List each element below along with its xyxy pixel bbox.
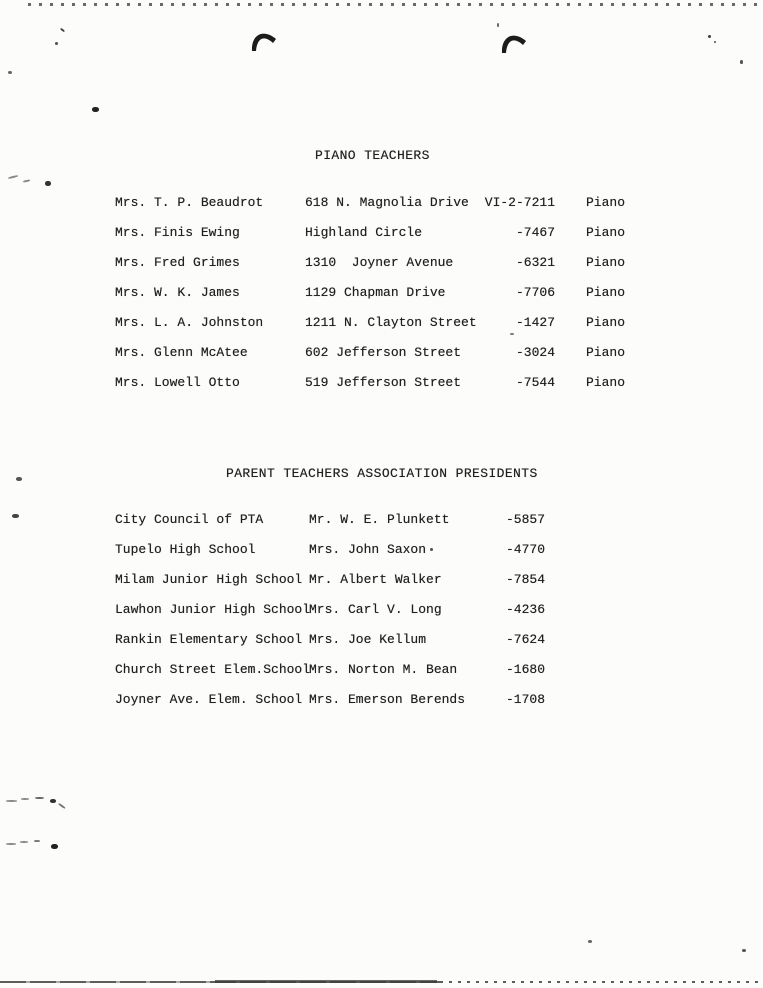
president-name: Mrs. Emerson Berends — [309, 692, 466, 707]
teacher-subject: Piano — [586, 345, 626, 360]
section-title-pta-presidents: PARENT TEACHERS ASSOCIATION PRESIDENTS — [226, 466, 538, 481]
scan-speckle — [21, 798, 29, 800]
teacher-address: Highland Circle — [305, 225, 423, 240]
president-name: Mrs. John Saxon — [309, 542, 427, 557]
president-phone: -1708 — [505, 692, 545, 707]
scan-speckle — [6, 843, 16, 845]
teacher-address: 1129 Chapman Drive — [305, 285, 446, 300]
scan-speckle — [23, 179, 30, 182]
pta-president-row — [115, 662, 545, 692]
pta-president-row — [115, 542, 545, 572]
scan-speckle — [51, 844, 58, 849]
teacher-subject: Piano — [586, 255, 626, 270]
scan-speckle — [6, 800, 17, 802]
bottom-edge-line-dotted — [440, 981, 763, 983]
president-name: Mrs. Carl V. Long — [309, 602, 442, 617]
scan-speckle — [714, 41, 716, 43]
piano-teacher-row — [115, 255, 625, 285]
teacher-phone: -7467 — [515, 225, 555, 240]
scan-speckle — [510, 333, 514, 335]
scan-speckle — [8, 175, 18, 179]
pta-president-row — [115, 602, 545, 632]
teacher-name: Mrs. Finis Ewing — [115, 225, 240, 240]
president-name: Mrs. Joe Kellum — [309, 632, 427, 647]
teacher-name: Mrs. L. A. Johnston — [115, 315, 264, 330]
scan-speckle — [45, 181, 51, 186]
scan-speckle — [588, 940, 592, 943]
organization-name: Milam Junior High School — [115, 572, 303, 587]
pta-presidents-table — [115, 512, 545, 722]
teacher-address: 618 N. Magnolia Drive — [305, 195, 469, 210]
piano-teacher-row — [115, 225, 625, 255]
teacher-address: 1310 Joyner Avenue — [305, 255, 454, 270]
teacher-subject: Piano — [586, 285, 626, 300]
president-phone: -5857 — [505, 512, 545, 527]
president-phone: -4770 — [505, 542, 545, 557]
organization-name: Tupelo High School — [115, 542, 256, 557]
president-phone: -7854 — [505, 572, 545, 587]
binder-hole-arc-left — [249, 27, 279, 53]
scan-speckle — [34, 840, 40, 842]
scan-speckle — [35, 797, 44, 799]
piano-teacher-row — [115, 315, 625, 345]
president-phone: -1680 — [505, 662, 545, 677]
organization-name: Lawhon Junior High School — [115, 602, 311, 617]
scan-speckle — [430, 548, 433, 551]
president-phone: -7624 — [505, 632, 545, 647]
perforation-dotted-line — [28, 3, 763, 6]
organization-name: Rankin Elementary School — [115, 632, 303, 647]
teacher-phone: -7544 — [515, 375, 555, 390]
scan-speckle — [20, 841, 28, 843]
scan-speckle — [60, 28, 65, 33]
organization-name: Joyner Ave. Elem. School — [115, 692, 303, 707]
piano-teacher-row — [115, 195, 625, 225]
piano-teacher-row — [115, 285, 625, 315]
teacher-phone: VI-2-7211 — [484, 195, 555, 210]
piano-teachers-table — [115, 195, 625, 405]
bottom-edge-line-dark — [215, 980, 437, 983]
scan-speckle — [58, 803, 65, 809]
teacher-subject: Piano — [586, 195, 626, 210]
scan-speckle — [8, 71, 12, 74]
scan-speckle — [740, 60, 743, 64]
scan-speckle — [50, 799, 56, 803]
scan-speckle — [497, 23, 499, 27]
organization-name: Church Street Elem.School — [115, 662, 311, 677]
organization-name: City Council of PTA — [115, 512, 264, 527]
binder-hole-arc-right — [499, 29, 529, 55]
pta-president-row — [115, 572, 545, 602]
scan-speckle — [92, 107, 99, 112]
pta-president-row — [115, 692, 545, 722]
president-phone: -4236 — [505, 602, 545, 617]
teacher-name: Mrs. Fred Grimes — [115, 255, 240, 270]
pta-president-row — [115, 512, 545, 542]
teacher-address: 519 Jefferson Street — [305, 375, 462, 390]
president-name: Mr. Albert Walker — [309, 572, 442, 587]
teacher-name: Mrs. W. K. James — [115, 285, 240, 300]
section-title-piano-teachers: PIANO TEACHERS — [315, 148, 430, 163]
teacher-phone: -7706 — [515, 285, 555, 300]
president-name: Mrs. Norton M. Bean — [309, 662, 458, 677]
teacher-phone: -1427 — [515, 315, 555, 330]
scan-speckle — [16, 477, 22, 481]
teacher-name: Mrs. Glenn McAtee — [115, 345, 248, 360]
pta-president-row — [115, 632, 545, 662]
scan-speckle — [742, 949, 746, 952]
scan-speckle — [12, 514, 19, 518]
teacher-name: Mrs. T. P. Beaudrot — [115, 195, 264, 210]
teacher-phone: -6321 — [515, 255, 555, 270]
president-name: Mr. W. E. Plunkett — [309, 512, 450, 527]
teacher-address: 1211 N. Clayton Street — [305, 315, 477, 330]
scan-speckle — [55, 42, 58, 45]
teacher-address: 602 Jefferson Street — [305, 345, 462, 360]
teacher-subject: Piano — [586, 225, 626, 240]
teacher-subject: Piano — [586, 315, 626, 330]
teacher-name: Mrs. Lowell Otto — [115, 375, 240, 390]
scan-speckle — [708, 35, 711, 38]
piano-teacher-row — [115, 375, 625, 405]
teacher-subject: Piano — [586, 375, 626, 390]
teacher-phone: -3024 — [515, 345, 555, 360]
piano-teacher-row — [115, 345, 625, 375]
